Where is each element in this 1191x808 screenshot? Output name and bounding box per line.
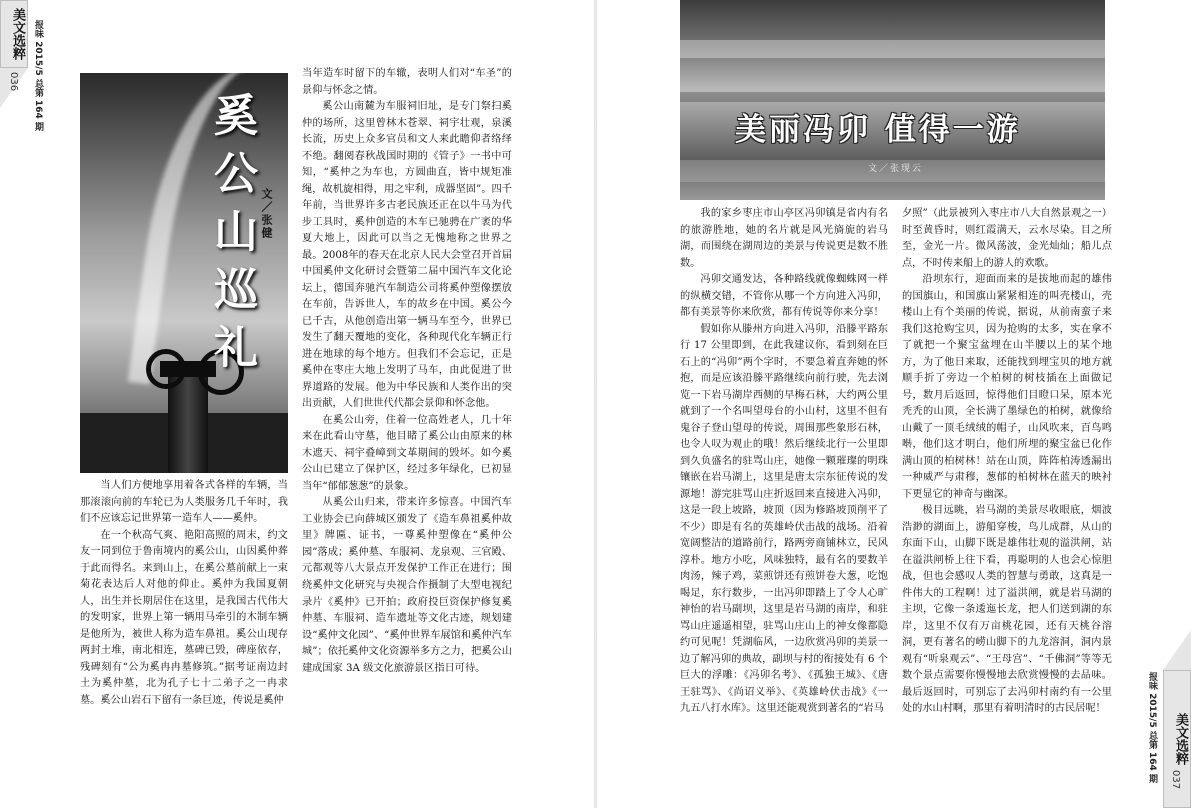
paragraph: 假如你从滕州方向进入冯卯，沿滕平路东行 17 公里即到，在此我建议你，看到刻在巨石上的“冯卯”两个字时，不要急着直奔她的怀抱，而是应该沿滕平路继续向前行驶，先去浏览一下岩马湖岸西侧的早梅石林，大约两公里就到了一个名叫望母台的小山村，这里不但有鬼谷子登山望母的传说，周围那些象形石林，也令人叹为观止的哦！然后继续北行一公里即到久负盛名的驻骂山庄，她像一颗璀璨的明珠镶嵌在岩马湖上，这里是唐太宗东征传说的发源地！游完驻骂山庄折返回来直接进入冯卯，这是一段上坡路，坡顶（因为修路坡顶削平了不少）即是有名的英雄岭伏击战的战场。沿着宽阔整洁的道路前行，路两旁商铺林立，民风淳朴。地方小吃，风味独特，最有名的要数羊肉汤，辣子鸡，菜煎饼还有煎饼卷大葱，吃饱喝足，东行数步，一出冯卯即踏上了令人心旷神怡的岩马副坝，这里是岩马湖的南岸，和驻骂山庄遥遥相望，驻骂山庄山上的神女像都隐约可见呢！凭湖临风，一边欣赏冯卯的美景一边了解冯卯的典故，副坝与村的衔接处有 6 个巨大的浮雕：《冯卯名考》、《孤独王城》、《唐王驻骂》、《尚诏义举》、《英雄岭伏击战》《一九五八打水库》。这里还能观赏到著名的“岩马 — [680, 323, 888, 715]
right-issue-meta: 报味 2015/5 总第 164 期 — [1147, 672, 1157, 783]
paragraph: 当年造车时留下的车辙，表明人们对“车圣”的景仰与怀念之情。 — [302, 68, 512, 96]
right-article-author: 文／张现云 — [868, 164, 924, 174]
right-section-tab: 美文选粹 — [1163, 670, 1191, 808]
left-column-2 — [302, 66, 512, 804]
paragraph: 冯卯交通发达，各种路线就像蜘蛛网一样的纵横交错，不管你从哪一个方向进入冯卯，都有美景等你来欣赏，都有传说等你来分享！ — [680, 274, 888, 319]
paragraph: 奚公山南麓为车服祠旧址，是专门祭扫奚仲的场所，这里曾林木苍翠、祠宇壮观，泉溪长流，历史上众多官员和文人来此瞻仰者络绎不绝。翻阅春秋战国时期的《管子》一书中可知，“奚仲之为车也，方圆曲直，皆中规矩准绳，故机旋相得，用之牢利，成器坚固”。四千年前，当世界许多古老民族还正在以牛马为代步工具时，奚仲创造的木车已驰骋在广袤的华夏大地上，因此可以当之无愧地称之世界之最。2008年的春天在北京人民大会堂召开首届中国奚仲文化研讨会暨第二届中国汽车文化论坛上，德国奔驰汽车制造公司将奚仲塑像摆放在车前，告诉世人，车的故乡在中国。奚公今已千古，从他创造出第一辆马车至今，世界已发生了翻天覆地的变化，各种现代化车辆正行进在地球的每个地方。但我们不会忘记，正是奚仲在枣庄大地上发明了马车，由此促进了世界道路的发展。他为中华民族和人类作出的突出贡献，人们世世代代都会景仰和怀念他。 — [302, 101, 512, 410]
shore-line-graphic — [680, 92, 1105, 102]
paragraph: 在一个秋高气爽、艳阳高照的周末，约文友一同到位于鲁南境内的奚公山，山因奚仲葬于此而得名。来到山上，在奚公墓前献上一束菊花表达后人对他的仰止。奚仲为我国夏朝人，出生并长期居住在这里，是我国古代伟大的发明家，世界上第一辆用马牵引的木制车辆是他所为，被世人称为造车鼻祖。奚公山现存两封土堆，南北相连，墓碑已毁，碑座依存，残碑刻有“公为奚冉冉墓修筑。”据考证南边封土为奚仲墓，北为孔子七十二弟子之一冉求墓。奚公山岩石下留有一条巨迹，传说是奚仲 — [80, 529, 288, 706]
paragraph: 从奚公山归来，带来许多惊喜。中国汽车工业协会已向薛城区颁发了《造车鼻祖奚仲故里》牌匾、证书，一尊奚仲塑像在“奚仲公园”落成；奚仲墓、车服祠、龙泉观、三官殿、元都观等八大景点开发保护工作正在进行；围绕奚仲文化研究与央视合作摄制了大型电视纪录片《奚仲》已开拍；政府投巨资保护修复奚仲墓、车服祠、造车遗址等文化古迹，规划建设“奚仲文化园”、“奚仲世界车展馆和奚仲汽车城”；依托奚仲文化资源举多方之力，把奚公山建成国家 3A 级文化旅游景区指日可待。 — [302, 497, 512, 674]
left-section-tab: 美文选粹 — [0, 0, 28, 68]
right-tab-corner — [1163, 630, 1191, 670]
left-page-number: 036 — [8, 72, 19, 92]
paragraph: 极目远眺，岩马湖的美景尽收眼底，烟波浩渺的湖面上，游船穿梭，鸟儿成群，从山的东面下山，山脚下既是雄伟壮观的溢洪闸，站在溢洪闸桥上往下看，再聪明的人也会心惊胆战，但也会感叹人类的智慧与勇敢，这真是一件伟大的工程啊！过了溢洪闸，就是岩马湖的主坝，它像一条逶迤长龙，把人们送到湖的东岸，这里不仅有万亩桃花园，还有天桃谷溶洞，更有著名的崂山脚下的九龙溶洞，洞内景观有“听泉观云”、“王母宫”、“千佛洞”等等无数个景点需要你慢慢地去欣赏慢慢的去品味。最后返回时，可别忘了去冯卯村南约有一公里处的水山村啊，那里有着明清时的古民居呢！ — [902, 505, 1112, 715]
left-article-title: 奚公山巡礼 — [206, 92, 257, 382]
paragraph: 我的家乡枣庄市山亭区冯卯镇是省内有名的旅游胜地，她的名片就是风光旖旎的岩马湖，而围绕在湖周边的美景与传说更是数不胜数。 — [680, 208, 888, 269]
left-column-1 — [80, 478, 288, 800]
spine-gutter — [594, 0, 597, 808]
paragraph: 当人们方便地享用着各式各样的车辆，当那滚滚向前的车轮已为人类服务几千年时，我们不应该忘记世界第一造车人——奚仲。 — [80, 480, 288, 525]
paragraph: 沿坝东行，迎面而来的是拔地而起的雄伟的国旗山，和国旗山紧紧相连的叫壳楼山，壳楼山上有个美丽的传说，据说，从前南蛮子来我们这抢购宝贝，因为抢购的太多，实在拿不了就把一个聚宝盆埋在山半腰以上的某个地方，为了他日来取，还能找到埋宝贝的地方就顺手折了旁边一个柏树的树枝插在上面做记号，数月后返回，惊得他们目瞪口呆，原本光秃秃的山顶，全长满了墨绿色的柏树，就像给山戴了一顶毛绒绒的帽子，山风吹来，百鸟鸣啭，他们这才明白，他们所埋的聚宝盆已化作满山顶的柏树林！站在山顶，阵阵柏涛透漏出一种威严与肃穆，葱郁的柏树林在蓝天的映衬下更显它的神奇与幽深。 — [902, 274, 1112, 500]
paragraph: 在奚公山旁，住着一位高姓老人，几十年来在此看山守墓，他目睹了奚公山由原来的林木遮天、祠宇叠嶂到文革期间的毁坏。如今奚公山已建立了保护区，经过多年绿化，已初显当年“郁郁葱葱”的景象。 — [302, 414, 512, 492]
left-article-author: 文／张健 — [260, 188, 273, 240]
left-issue-meta: 报味 2015/5 总第 164 期 — [33, 20, 43, 131]
right-column-2 — [902, 206, 1112, 804]
right-page-number: 037 — [1170, 770, 1181, 790]
lake-highlight-graphic — [680, 40, 1105, 58]
right-article-title: 美丽冯卯 值得一游 — [735, 112, 1021, 148]
right-column-1 — [680, 206, 888, 804]
monument-pillar-graphic — [168, 373, 208, 473]
monument-wheel-left-graphic — [146, 349, 186, 389]
paragraph: 夕照”（此景被列入枣庄市八大自然景观之一）时至黄昏时，则红霞满天，云水尽染。目之所至，金光一片。微风荡波，金光灿灿；船儿点点，不时传来船上的游人的欢歌。 — [902, 208, 1112, 269]
